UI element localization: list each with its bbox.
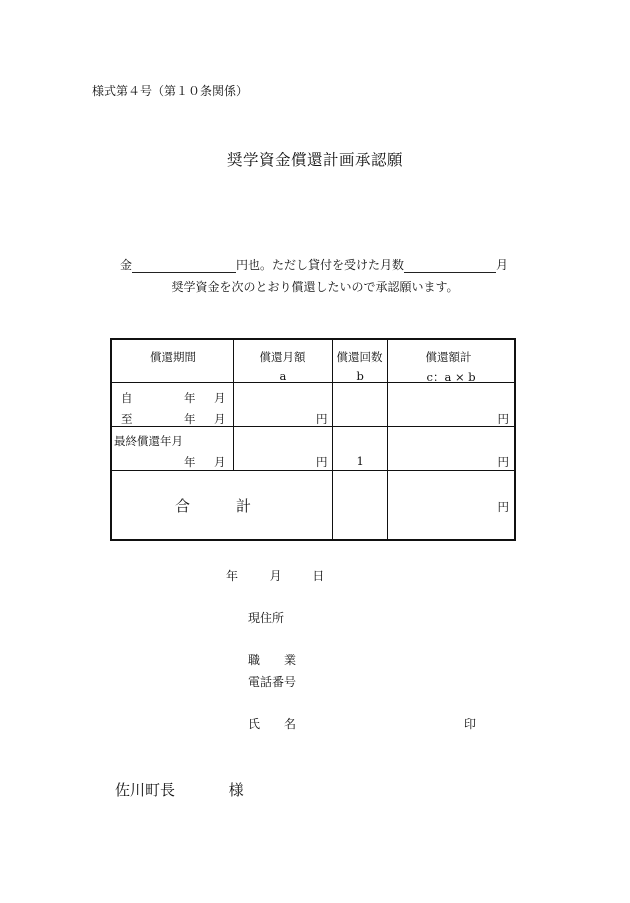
grand-total-cell[interactable]: 円: [387, 470, 515, 540]
header-total: 償還額計 c：a × b: [387, 339, 515, 382]
phone-label: 電話番号: [248, 675, 297, 689]
final-period-cell[interactable]: 最終償還年月 年 月: [111, 426, 233, 470]
period-cell[interactable]: 自 年 月 至 年 月: [111, 382, 233, 426]
months-blank[interactable]: [404, 258, 496, 273]
address-label: 現住所: [248, 611, 285, 625]
amount-suffix: 月: [496, 258, 509, 272]
count-cell[interactable]: [332, 382, 387, 426]
total-amount-cell[interactable]: 円: [387, 382, 515, 426]
seal-mark: 印: [464, 717, 477, 731]
amount-middle: 円也。ただし貸付を受けた月数: [236, 258, 405, 272]
form-number: 様式第４号（第１０条関係）: [92, 84, 249, 98]
table-row-total: [111, 470, 515, 540]
occupation-label: 職 業: [248, 653, 297, 667]
amount-blank[interactable]: [132, 258, 236, 273]
table-row-period: [111, 382, 515, 426]
date-month: 月: [269, 569, 282, 583]
final-total-cell[interactable]: 円: [387, 426, 515, 470]
date-day: 日: [312, 569, 325, 583]
header-count: 償還回数 b: [332, 339, 387, 382]
addressee: [115, 779, 244, 800]
mayor-honorific: 様: [228, 781, 244, 799]
header-monthly: 償還月額 a: [233, 339, 332, 382]
table-row-final: [111, 426, 515, 470]
date-line: [226, 567, 324, 584]
monthly-amount-cell[interactable]: 円: [233, 382, 332, 426]
repayment-table: [110, 338, 516, 541]
form-title: 奨学資金償還計画承認願: [226, 151, 403, 169]
date-year: 年: [226, 569, 239, 583]
mayor-name: 佐川町長: [115, 781, 176, 799]
total-count-cell[interactable]: [332, 470, 387, 540]
final-count-cell[interactable]: 1: [332, 426, 387, 470]
name-label: 氏 名: [248, 717, 297, 731]
header-period: 償還期間: [111, 339, 233, 382]
amount-prefix: 金: [120, 258, 133, 272]
request-text: 奨学資金を次のとおり償還したいので承認願います。: [171, 280, 459, 294]
amount-line: [120, 256, 508, 273]
total-label-cell: 合 計: [111, 470, 332, 540]
final-monthly-cell[interactable]: 円: [233, 426, 332, 470]
table-header-row: [111, 339, 515, 382]
